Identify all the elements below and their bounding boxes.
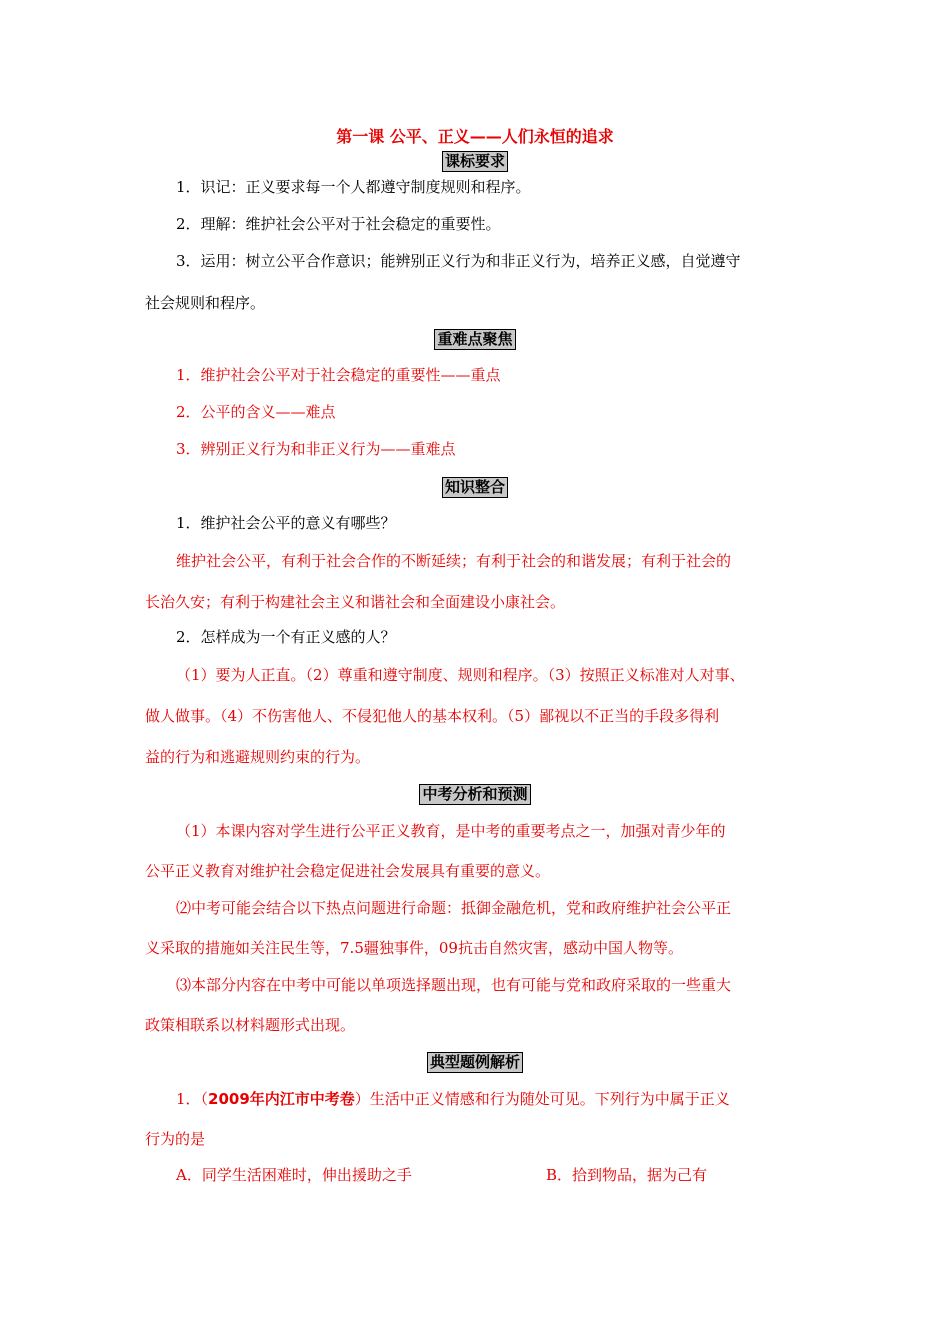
knowledge-answer-2-line-1: （1）要为人正直。（2）尊重和遵守制度、规则和程序。（3）按照正义标准对人对事、 bbox=[176, 666, 745, 684]
analysis-item-3-line-1: ⑶本部分内容在中考中可能以单项选择题出现，也有可能与党和政府采取的一些重大 bbox=[176, 976, 732, 994]
option-a: A．同学生活困难时，伸出援助之手 bbox=[176, 1166, 412, 1184]
section-heading-knowledge: 知识整合 bbox=[0, 476, 950, 498]
knowledge-question-2: 2．怎样成为一个有正义感的人？ bbox=[176, 628, 396, 646]
standards-item-3-cont: 社会规则和程序。 bbox=[145, 294, 266, 312]
analysis-item-2-line-1: ⑵中考可能会结合以下热点问题进行命题：抵御金融危机，党和政府维护社会公平正 bbox=[176, 899, 732, 917]
question-number: 1．（ bbox=[176, 1090, 209, 1108]
question-text: ）生活中正义情感和行为随处可见。下列行为中属于正义 bbox=[354, 1090, 730, 1108]
knowledge-question-1: 1．维护社会公平的意义有哪些？ bbox=[176, 514, 396, 532]
section-heading-analysis: 中考分析和预测 bbox=[0, 783, 950, 805]
standards-item-1: 1．识记：正义要求每一个人都遵守制度规则和程序。 bbox=[176, 178, 531, 196]
analysis-item-1-line-2: 公平正义教育对维护社会稳定促进社会发展具有重要的意义。 bbox=[145, 862, 551, 880]
standards-item-3: 3．运用：树立公平合作意识；能辨别正义行为和非正义行为，培养正义感，自觉遵守 bbox=[176, 252, 741, 270]
section-heading-focus: 重难点聚焦 bbox=[0, 328, 950, 350]
example-question-1 bbox=[176, 1088, 730, 1110]
knowledge-answer-2-line-2: 做人做事。（4）不伤害他人、不侵犯他人的基本权利。（5）鄙视以不正当的手段多得利 bbox=[145, 707, 720, 725]
analysis-item-3-line-2: 政策相联系以材料题形式出现。 bbox=[145, 1016, 356, 1034]
analysis-item-1-line-1: （1）本课内容对学生进行公平正义教育，是中考的重要考点之一，加强对青少年的 bbox=[176, 822, 726, 840]
question-source: 2009年内江市中考卷 bbox=[208, 1090, 355, 1108]
analysis-item-2-line-2: 义采取的措施如关注民生等，7.5疆独事件，09抗击自然灾害，感动中国人物等。 bbox=[145, 939, 683, 957]
knowledge-answer-1-line-2: 长治久安；有利于构建社会主义和谐社会和全面建设小康社会。 bbox=[145, 593, 566, 611]
knowledge-answer-1-line-1: 维护社会公平，有利于社会合作的不断延续；有利于社会的和谐发展；有利于社会的 bbox=[176, 552, 732, 570]
section-heading-examples: 典型题例解析 bbox=[0, 1051, 950, 1073]
knowledge-answer-2-line-3: 益的行为和逃避规则约束的行为。 bbox=[145, 748, 371, 766]
option-b: B．拾到物品，据为己有 bbox=[546, 1166, 708, 1184]
focus-item-2: 2．公平的含义——难点 bbox=[176, 403, 336, 421]
section-heading-standards: 课标要求 bbox=[0, 150, 950, 172]
standards-item-2: 2．理解：维护社会公平对于社会稳定的重要性。 bbox=[176, 215, 501, 233]
focus-item-1: 1．维护社会公平对于社会稳定的重要性——重点 bbox=[176, 366, 501, 384]
example-question-1-cont: 行为的是 bbox=[145, 1130, 206, 1148]
focus-item-3: 3．辨别正义行为和非正义行为——重难点 bbox=[176, 440, 456, 458]
lesson-title: 第一课 公平、正义——人们永恒的追求 bbox=[336, 127, 614, 146]
